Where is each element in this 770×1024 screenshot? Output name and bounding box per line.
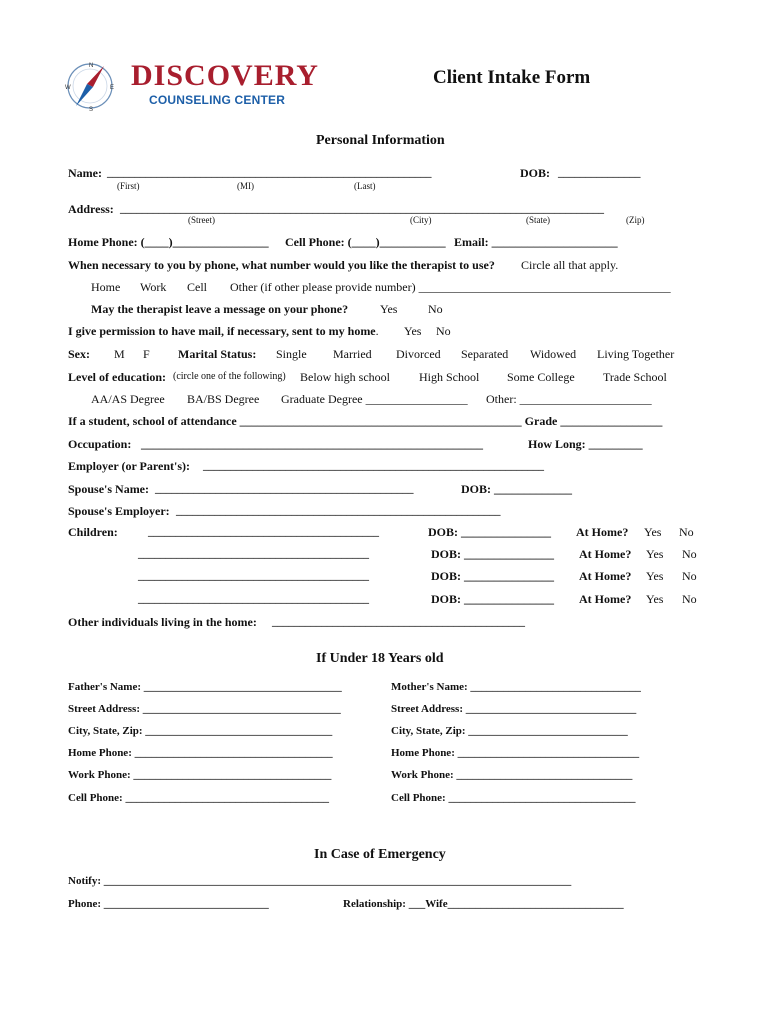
father-cell-phone-field[interactable]: Cell Phone: _____________________________________ xyxy=(68,792,329,804)
mother-street-field[interactable]: Street Address: _______________________________ xyxy=(391,703,637,715)
education-option[interactable]: BA/BS Degree xyxy=(187,392,260,406)
emergency-phone-field[interactable]: Phone: ______________________________ xyxy=(68,898,269,910)
form-title: Client Intake Form xyxy=(433,67,591,88)
spouse-name-label: Spouse's Name: xyxy=(68,482,150,496)
mother-home-phone-field[interactable]: Home Phone: _________________________________ xyxy=(391,747,640,759)
city-caption: (City) xyxy=(410,215,432,225)
first-caption: (First) xyxy=(117,181,140,191)
mail-no[interactable]: No xyxy=(436,324,451,338)
phone-option-home[interactable]: Home xyxy=(91,280,121,294)
spouse-dob-field[interactable]: DOB: _____________ xyxy=(461,482,572,496)
child-at-home-label: At Home? xyxy=(576,525,629,539)
father-work-phone-field[interactable]: Work Phone: ____________________________________ xyxy=(68,769,332,781)
name-label: Name: xyxy=(68,166,102,180)
spouse-name-field[interactable]: _______________________________________________ xyxy=(155,483,414,495)
last-caption: (Last) xyxy=(354,181,376,191)
phone-option-cell[interactable]: Cell xyxy=(187,280,207,294)
mi-caption: (MI) xyxy=(237,181,254,191)
child-at-home-yes[interactable]: Yes xyxy=(646,569,664,583)
child-dob-field[interactable]: DOB: _______________ xyxy=(428,525,551,539)
child-at-home-yes[interactable]: Yes xyxy=(644,525,662,539)
child-at-home-no[interactable]: No xyxy=(682,547,697,561)
message-yes[interactable]: Yes xyxy=(380,302,398,316)
child-dob-field[interactable]: DOB: _______________ xyxy=(431,569,554,583)
section-heading-emergency: In Case of Emergency xyxy=(314,847,446,862)
logo-wordmark: DISCOVERY xyxy=(131,59,319,92)
svg-text:S: S xyxy=(89,107,94,113)
child-at-home-label: At Home? xyxy=(579,547,632,561)
child-name-field[interactable]: __________________________________________ xyxy=(148,526,379,538)
cell-phone-field[interactable]: Cell Phone: (____)___________ xyxy=(285,235,446,249)
marital-option[interactable]: Married xyxy=(333,347,372,361)
marital-option[interactable]: Single xyxy=(276,347,307,361)
education-label: Level of education: xyxy=(68,370,166,384)
marital-option[interactable]: Separated xyxy=(461,347,509,361)
education-option[interactable]: AA/AS Degree xyxy=(91,392,165,406)
occupation-field[interactable]: _________________________________________________________ xyxy=(141,437,483,451)
father-home-phone-field[interactable]: Home Phone: ____________________________________ xyxy=(68,747,333,759)
message-question: May the therapist leave a message on your phone? xyxy=(91,302,349,316)
education-option-other[interactable]: Other: ______________________ xyxy=(486,392,652,406)
mail-yes[interactable]: Yes xyxy=(404,324,422,338)
fathers-name-field[interactable]: Father's Name: ____________________________________ xyxy=(68,681,342,693)
svg-text:N: N xyxy=(89,63,94,69)
section-heading-personal: Personal Information xyxy=(316,133,445,148)
email-field[interactable]: Email: _____________________ xyxy=(454,235,618,249)
child-dob-field[interactable]: DOB: _______________ xyxy=(431,592,554,606)
child-name-field[interactable]: __________________________________________ xyxy=(138,593,369,605)
child-name-field[interactable]: __________________________________________ xyxy=(138,570,369,582)
compass-logo-icon xyxy=(60,58,120,114)
zip-caption: (Zip) xyxy=(626,215,645,225)
education-option[interactable]: Below high school xyxy=(300,370,390,384)
mother-work-phone-field[interactable]: Work Phone: ________________________________ xyxy=(391,769,633,781)
marital-option[interactable]: Widowed xyxy=(530,347,577,361)
child-dob-field[interactable]: DOB: _______________ xyxy=(431,547,554,561)
how-long-field[interactable]: How Long: _________ xyxy=(528,437,643,451)
logo-subtitle: COUNSELING CENTER xyxy=(149,93,286,107)
spouse-employer-field[interactable]: ___________________________________________________________ xyxy=(176,505,501,517)
mail-permission: I give permission to have mail, if necessary, sent to my home. xyxy=(68,324,379,338)
child-at-home-no[interactable]: No xyxy=(682,569,697,583)
address-field[interactable]: ________________________________________________________________________________________ xyxy=(120,203,604,215)
message-no[interactable]: No xyxy=(428,302,443,316)
street-caption: (Street) xyxy=(188,215,215,225)
education-option[interactable]: Some College xyxy=(507,370,575,384)
occupation-label: Occupation: xyxy=(68,437,132,451)
father-street-field[interactable]: Street Address: ____________________________________ xyxy=(68,703,341,715)
state-caption: (State) xyxy=(526,215,550,225)
marital-option[interactable]: Divorced xyxy=(396,347,441,361)
child-name-field[interactable]: __________________________________________ xyxy=(138,548,369,560)
education-option-graduate[interactable]: Graduate Degree _________________ xyxy=(281,392,468,406)
sex-label: Sex: xyxy=(68,347,90,361)
sex-option-f[interactable]: F xyxy=(143,347,150,361)
father-city-field[interactable]: City, State, Zip: __________________________________ xyxy=(68,725,333,737)
mothers-name-field[interactable]: Mother's Name: _______________________________ xyxy=(391,681,641,693)
sex-option-m[interactable]: M xyxy=(114,347,125,361)
svg-text:E: E xyxy=(110,85,115,91)
education-option[interactable]: Trade School xyxy=(603,370,667,384)
education-note: (circle one of the following) xyxy=(173,371,286,382)
svg-text:W: W xyxy=(65,85,71,91)
employer-label: Employer (or Parent's): xyxy=(68,459,190,473)
marital-option[interactable]: Living Together xyxy=(597,347,675,361)
dob-field[interactable]: _______________ xyxy=(558,167,641,179)
spouse-employer-label: Spouse's Employer: xyxy=(68,504,170,518)
employer-field[interactable]: ______________________________________________________________ xyxy=(203,460,544,472)
phone-question-note: Circle all that apply. xyxy=(521,258,619,272)
phone-question: When necessary to you by phone, what number would you like the therapist to use? xyxy=(68,258,495,272)
address-label: Address: xyxy=(68,202,114,216)
marital-label: Marital Status: xyxy=(178,347,257,361)
other-individuals-field[interactable]: ______________________________________________ xyxy=(272,616,525,628)
phone-option-other[interactable]: Other (if other please provide number) __________________________________________ xyxy=(230,280,671,294)
child-at-home-no[interactable]: No xyxy=(682,592,697,606)
child-at-home-no[interactable]: No xyxy=(679,525,694,539)
section-heading-under-18: If Under 18 Years old xyxy=(316,651,444,666)
home-phone-field[interactable]: Home Phone: (____)________________ xyxy=(68,235,269,249)
dob-label: DOB: xyxy=(520,166,550,180)
mother-cell-phone-field[interactable]: Cell Phone: __________________________________ xyxy=(391,792,636,804)
phone-option-work[interactable]: Work xyxy=(140,280,167,294)
children-label: Children: xyxy=(68,525,118,539)
other-individuals-label: Other individuals living in the home: xyxy=(68,615,257,629)
child-at-home-label: At Home? xyxy=(579,569,632,583)
emergency-notify-field[interactable]: Notify: _____________________________________________________________________________________ xyxy=(68,875,572,887)
child-at-home-yes[interactable]: Yes xyxy=(646,547,664,561)
child-at-home-yes[interactable]: Yes xyxy=(646,592,664,606)
name-field[interactable]: ___________________________________________________________ xyxy=(107,167,432,179)
education-option[interactable]: High School xyxy=(419,370,480,384)
child-at-home-label: At Home? xyxy=(579,592,632,606)
emergency-relationship-field[interactable]: Relationship: ___Wife________________________________ xyxy=(343,898,624,910)
mother-city-field[interactable]: City, State, Zip: _____________________________ xyxy=(391,725,628,737)
student-school-field[interactable]: If a student, school of attendance _______________________________________________ Grade _________________ xyxy=(68,414,663,428)
